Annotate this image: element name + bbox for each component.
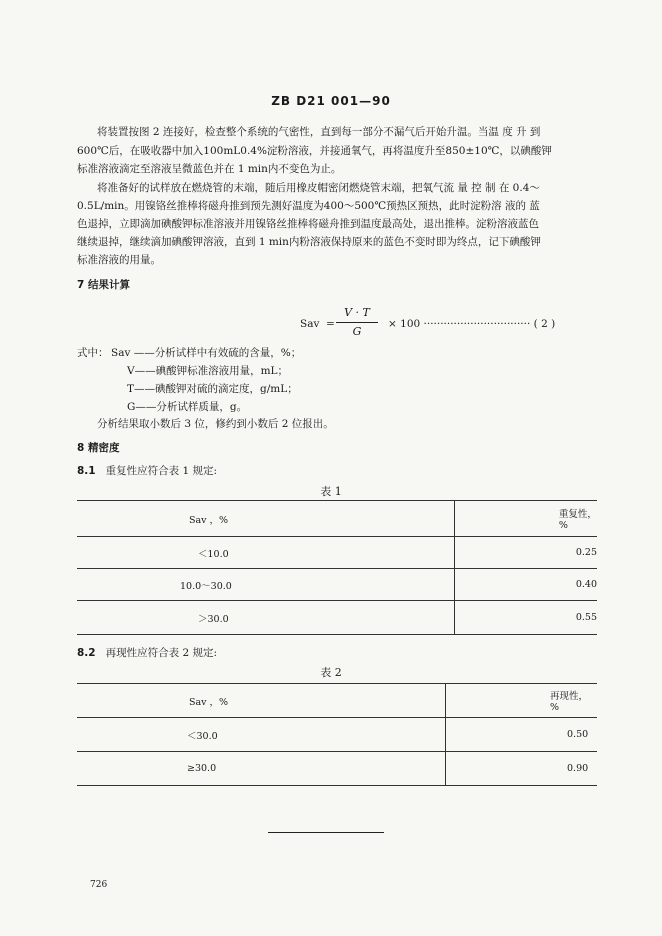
table-row [77, 752, 597, 786]
table-header-cell: 再现性，% [446, 684, 598, 718]
procedure-line: 将准备好的试样放在燃烧管的末端，随后用橡皮帽密闭燃烧管末端，把氧气流 量 控 制 在 0.4～ [97, 182, 540, 194]
table-header-row [77, 501, 597, 537]
page-number: 726 [90, 880, 108, 890]
subsection-8-2 [77, 645, 217, 660]
formula-equals: = [326, 318, 335, 330]
table-header-cell: Sav ，% [77, 684, 446, 718]
table-2 [77, 683, 597, 786]
table-cell: 0.90 [446, 752, 598, 786]
rounding-note: 分析结果取小数后 3 位，修约到小数后 2 位报出。 [97, 418, 334, 430]
table-cell: 0.55 [454, 601, 597, 635]
section-7-title: 7 结果计算 [77, 279, 130, 291]
definition-g: G——分析试样质量，g。 [127, 401, 248, 413]
procedure-line: 600℃后，在吸收器中加入100mL0.4%淀粉溶液，并接通氧气，再将温度升至850±10℃，以碘酸钾 [77, 145, 552, 157]
table-cell: ≥30.0 [77, 752, 446, 786]
table-header-row [77, 684, 597, 718]
subsection-number: 8.2 [77, 647, 96, 659]
end-rule [268, 832, 384, 833]
table-cell: 0.25 [454, 537, 597, 569]
table-row [77, 601, 597, 635]
formula-rest: × 100 ································ ( 2 ) [388, 318, 556, 330]
table-cell: ＞30.0 [77, 601, 454, 635]
table-row [77, 718, 597, 752]
formula-numerator: V · T [344, 306, 370, 319]
procedure-line: 继续退掉，继续滴加碘酸钾溶液，直到 1 min内粉溶液保持原来的蓝色不变时即为终点，记下碘酸钾 [77, 236, 541, 248]
procedure-line: 0.5L/min。用镍铬丝推棒将磁舟推到预先测好温度为400～500℃预热区预热，此时淀粉溶 液的 蓝 [77, 200, 540, 212]
standard-header: ZB D21 001—90 [271, 94, 391, 108]
table-1 [77, 500, 597, 635]
table-2-caption: 表 2 [320, 666, 342, 679]
table-cell: 0.50 [446, 718, 598, 752]
procedure-line: 标准溶液滴定至溶液呈微蓝色并在 1 min内不变色为止。 [77, 163, 342, 175]
where-label: 式中： [77, 347, 109, 359]
table-cell: ＜10.0 [77, 537, 454, 569]
definition-t: T——碘酸钾对硫的滴定度，g/mL； [127, 383, 298, 395]
subsection-text: 重复性应符合表 1 规定: [105, 465, 218, 477]
table-cell: ＜30.0 [77, 718, 446, 752]
table-1-caption: 表 1 [320, 485, 342, 498]
table-cell: 10.0～30.0 [77, 569, 454, 601]
definition-sav: Sav ——分析试样中有效硫的含量，%； [111, 347, 302, 359]
procedure-line: 标准溶液的用量。 [77, 254, 161, 266]
procedure-line: 色退掉，立即滴加碘酸钾标准溶液并用镍铬丝推棒将磁舟推到温度最高处，退出推棒。淀粉溶液蓝色 [77, 218, 539, 230]
subsection-8-1 [77, 463, 217, 478]
formula-denominator: G [352, 325, 362, 338]
table-cell: 0.40 [454, 569, 597, 601]
table-row [77, 537, 597, 569]
section-8-title: 8 精密度 [77, 442, 120, 454]
subsection-number: 8.1 [77, 465, 96, 477]
table-header-cell: Sav ，% [77, 501, 454, 537]
fraction-bar [336, 322, 378, 323]
definition-v: V——碘酸钾标准溶液用量，mL； [127, 365, 289, 377]
subsection-text: 再现性应符合表 2 规定: [105, 647, 218, 659]
formula-lhs: Sav [300, 318, 320, 330]
table-header-cell: 重复性，% [454, 501, 597, 537]
table-row [77, 569, 597, 601]
procedure-line: 将装置按图 2 连接好，检查整个系统的气密性，直到每一部分不漏气后开始升温。当温 度 升 到 [97, 126, 541, 138]
